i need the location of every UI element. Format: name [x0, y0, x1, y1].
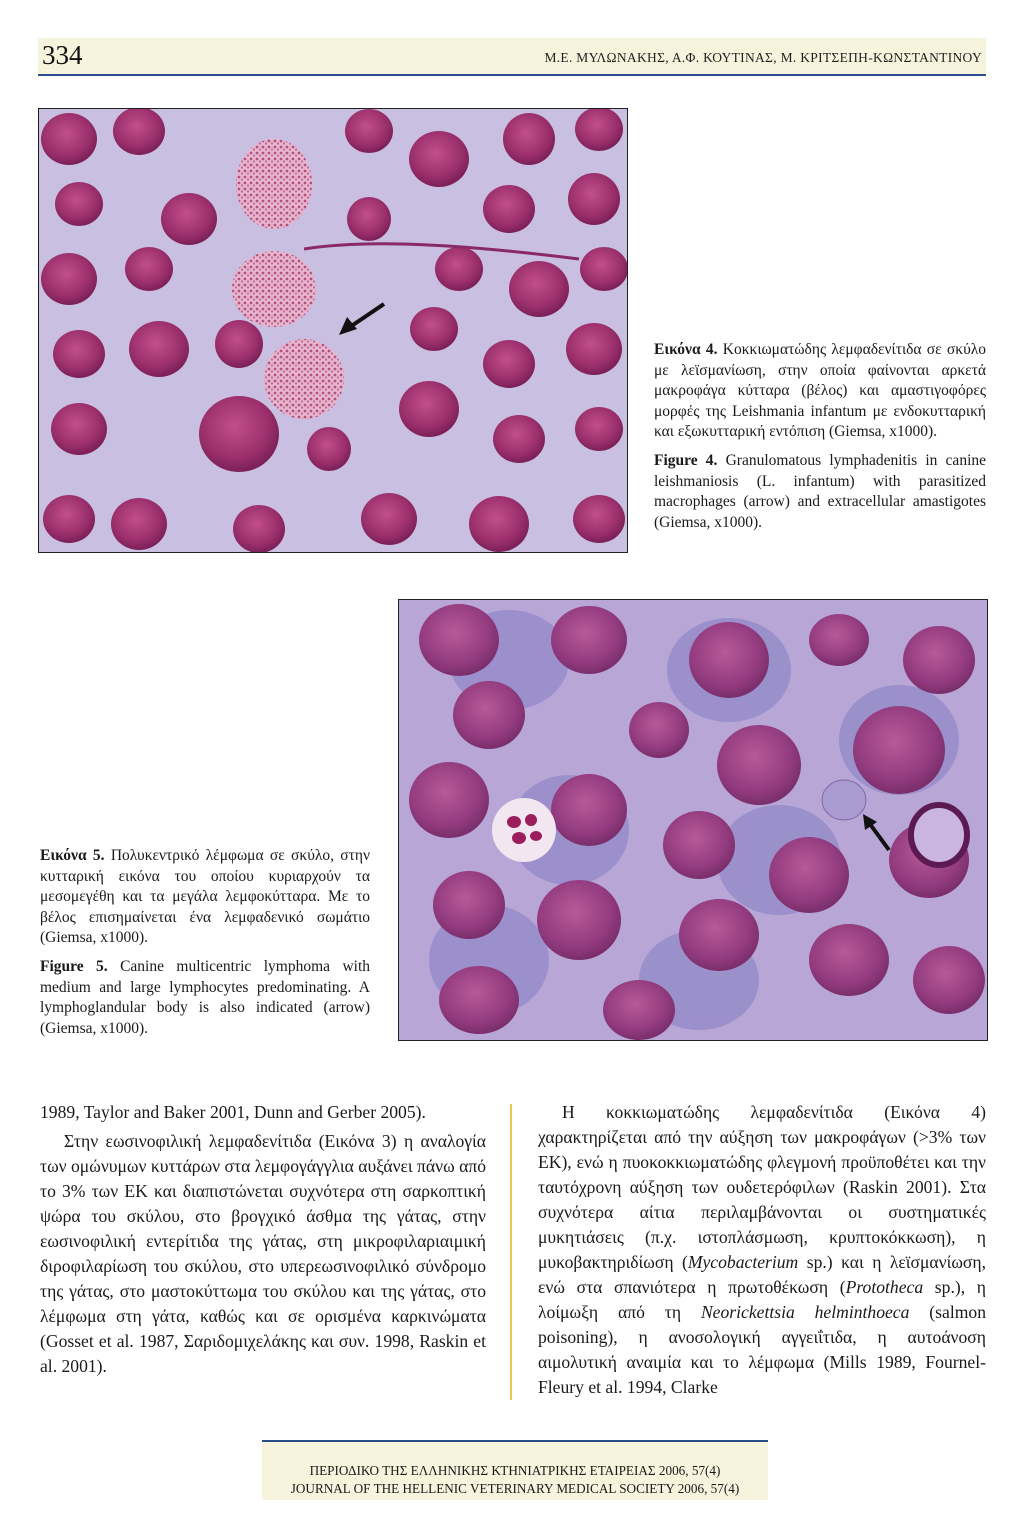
figure-5-greek-text: Πολυκεντρικό λέμφωμα σε σκύλο, στην κυτταρική εικόνα του οποίου κυριαρχούν τα μεσομεγέθη και τα μεγάλα λεμφοκύτταρα. Με το βέλος επισημαίνεται ένα λεμφαδενικό σωμάτιο (Giemsa, x1000).: [40, 847, 370, 947]
figure-5-english-label: Figure 5.: [40, 957, 108, 975]
running-header: [38, 38, 986, 76]
page-number: 334: [42, 40, 83, 70]
figure-5-greek-label: Εικόνα 5.: [40, 847, 105, 864]
body-right-column: [538, 1100, 986, 1400]
body-right-text-c: sp.), η λοίμωξη από τη: [538, 1277, 986, 1322]
body-right-prototheca: Prototheca: [845, 1277, 924, 1297]
figure-5-english-text: Canine multicentric lymphoma with medium and large lymphocytes predominating. A lymphoglandular body is also indicated (arrow) (Giemsa, x1000).: [40, 957, 370, 1037]
figure-4-greek-caption: [654, 340, 986, 443]
figure-4-caption: [654, 340, 986, 541]
figure-4-english-text: Granulomatous lymphadenitis in canine leishmaniosis (L. infantum) with parasitized macrophages (arrow) and extracellular amastigotes (Giemsa, x1000).: [654, 451, 986, 531]
body-left-paragraph: Στην εωσινοφιλική λεμφαδενίτιδα (Εικόνα 3) η αναλογία των ομώνυμων κυττάρων στα λεμφογάγγλια αυξάνει πάνω από το 3% των ΕΚ και διαπιστώνεται συχνότερα στη σαρκοπτική ψώρα του σκύλου, στο βρογχικό άσθμα της γάτας, στην εωσινοφιλική εντερίτιδα της γάτας, στη μικροφιλαριαιμική διροφιλαρίωση του σκύλου, στο υπερεωσινοφιλικό σύνδρομο της γάτας, στο μαστοκύττωμα του σκύλου και της γάτας, στο λέμφωμα στη γάτα, καθώς και σε ορισμένα καρκινώματα (Gosset et al. 1987, Σαριδομιχελάκης και συν. 1998, Raskin et al. 2001).: [40, 1131, 486, 1376]
figure-4-greek-label: Εικόνα 4.: [654, 341, 718, 358]
body-right-mycobacterium: Mycobacterium: [687, 1252, 799, 1272]
body-left-continuation: 1989, Taylor and Baker 2001, Dunn and Gerber 2005).: [40, 1102, 426, 1122]
figure-5-english-caption: [40, 957, 370, 1039]
author-line: Μ.Ε. ΜΥΛΩΝΑΚΗΣ, Α.Φ. ΚΟΥΤΙΝΑΣ, Μ. ΚΡΙΤΣΕΠΗ-ΚΩΝΣΤΑΝΤΙΝΟΥ: [544, 50, 982, 65]
figure-5-greek-caption: [40, 846, 370, 949]
body-right-neorickettsia: Neorickettsia helminthoeca: [700, 1302, 910, 1322]
figure-4-english-caption: [654, 451, 986, 533]
footer-english-line: JOURNAL OF THE HELLENIC VETERINARY MEDICAL SOCIETY 2006, 57(4): [290, 1481, 740, 1496]
figure-4-english-label: Figure 4.: [654, 451, 718, 469]
figure-4-greek-text: Κοκκιωματώδης λεμφαδενίτιδα σε σκύλο με λεϊσμανίωση, στην οποία φαίνονται αρκετά μακροφάγα κύτταρα (βέλος) και αμαστιγοφόρες μορφές της Leishmania infantum με ενδοκυτταρική και εξωκυτταρική εντόπιση (Giemsa, x1000).: [654, 341, 987, 441]
body-left-column: [40, 1100, 486, 1379]
figure-5-micrograph: [398, 599, 988, 1041]
body-right-text-a: Η κοκκιωματώδης λεμφαδενίτιδα (Εικόνα 4) χαρακτηρίζεται από την αύξηση των μακροφάγων (>3% των ΕΚ), ενώ η πυοκοκκιωματώδης φλεγμονή προϋποθέτει και την ταυτόχρονη αύξηση των ουδετερόφιλων (Raskin 2001). Στα συχνότερα αίτια περιλαμβάνονται οι συστηματικές μυκητιάσεις (π.χ. ιστοπλάσμωση, κρυπτοκόκκωση), η μυκοβακτηριδίωση (: [538, 1102, 986, 1272]
body-right-text-d: (salmon poisoning), η ανοσολογική αγγειΐτιδα, η αυτοάνοση αιμολυτική αναιμία και το λέμφωμα (Mills 1989, Fournel-Fleury et al. 1994, Clarke: [538, 1302, 986, 1397]
column-divider: [510, 1104, 512, 1400]
footer-greek-line: ΠΕΡΙΟΔΙΚΟ ΤΗΣ ΕΛΛΗΝΙΚΗΣ ΚΤΗΝΙΑΤΡΙΚΗΣ ΕΤΑΙΡΕΙΑΣ 2006, 57(4): [309, 1463, 721, 1478]
figure-5-image: [399, 600, 987, 1040]
figure-5-caption: [40, 846, 370, 1047]
figure-4-micrograph: [38, 108, 628, 553]
body-right-text-b: sp.) και η λεϊσμανίωση, ενώ στα σπανιότερα η πρωτοθέκωση (: [538, 1252, 986, 1297]
body-right-paragraph: [538, 1100, 986, 1400]
figure-4-image: [39, 109, 627, 552]
journal-footer: [262, 1440, 768, 1500]
